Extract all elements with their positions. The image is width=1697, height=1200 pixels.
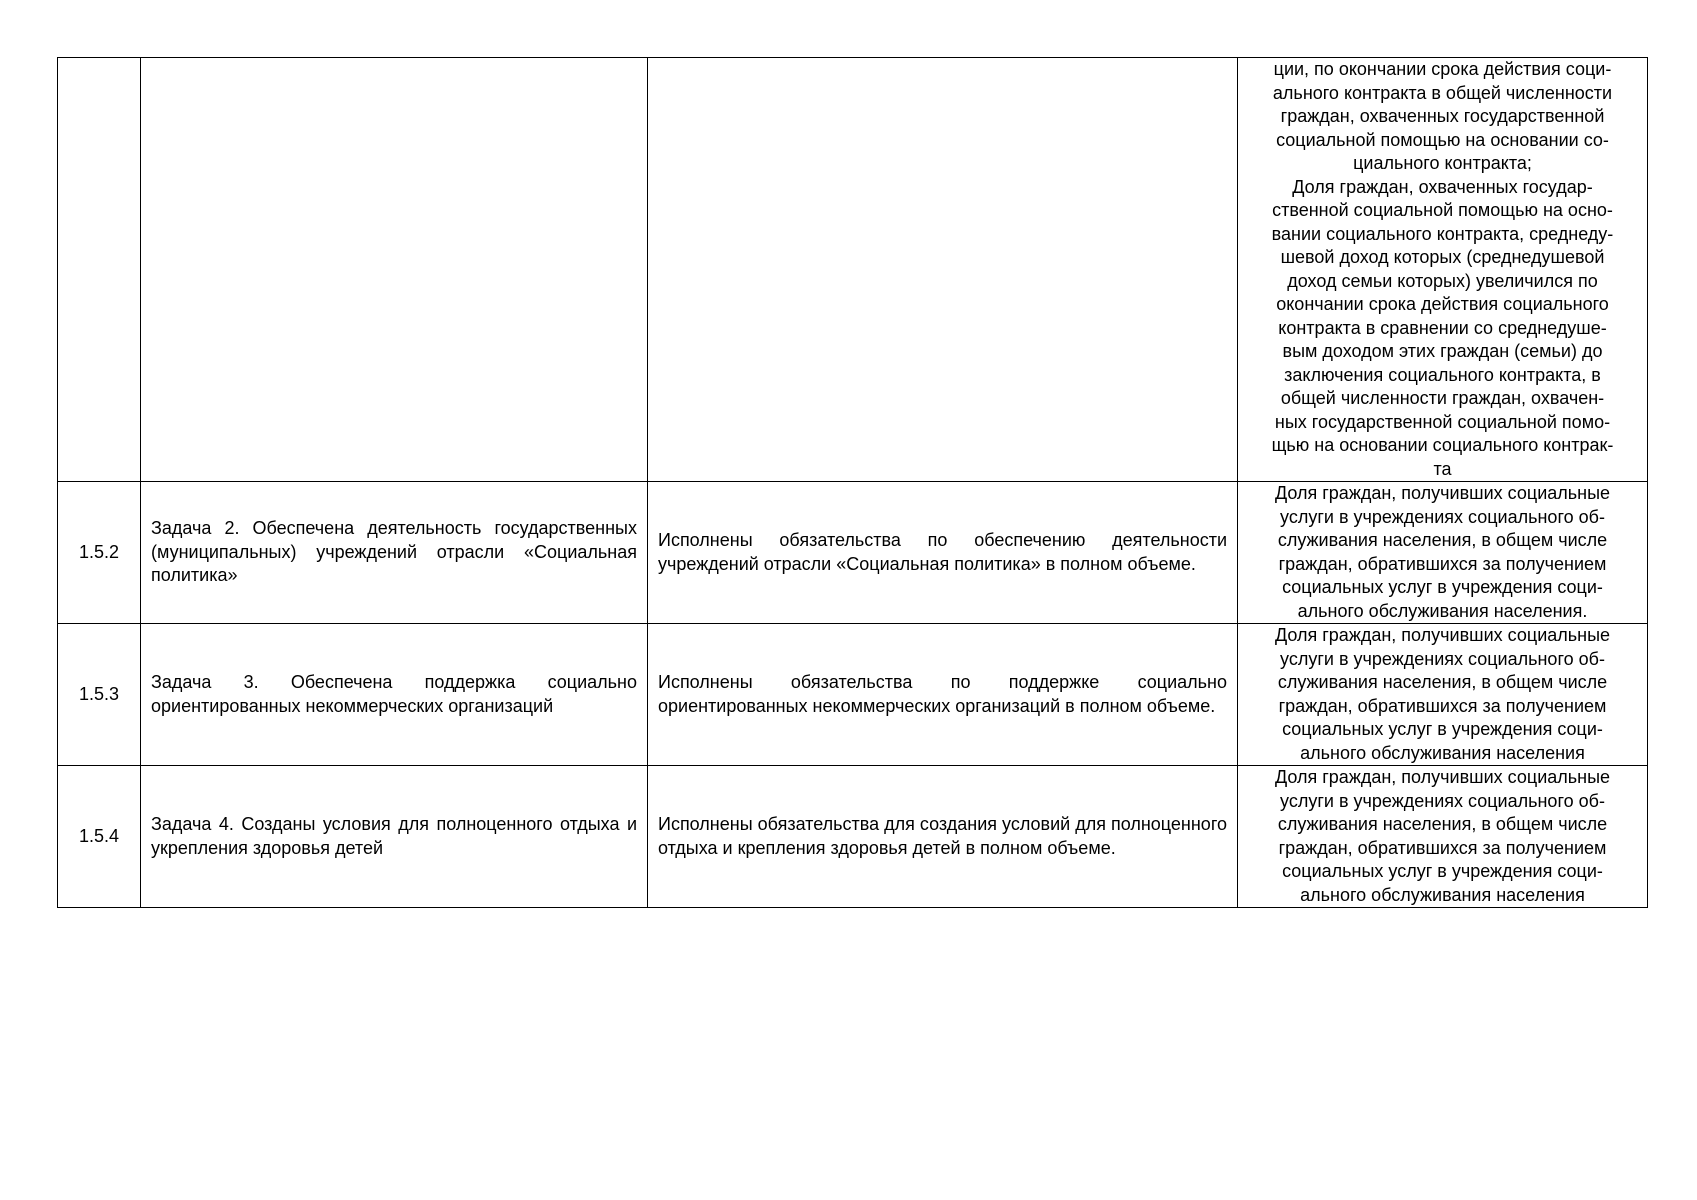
row-number: 1.5.3 — [58, 624, 141, 766]
indicator-line: ции, по окончании срока действия соци- — [1273, 59, 1612, 79]
result-cell: Исполнены обязательства по обеспечению деятельности учреждений отрасли «Социальная политика» в полном объеме. — [648, 482, 1238, 624]
result-cell: Исполнены обязательства для создания условий для полноценного отдыха и крепления здоровья детей в полном объеме. — [648, 766, 1238, 908]
task-cell: Задача 3. Обеспечена поддержка социально ориентированных некоммерческих организаций — [141, 624, 648, 766]
indicator-line: граждан, обратившихся за получением — [1278, 837, 1607, 858]
indicator-line: ных государственной социальной помо- — [1274, 411, 1611, 432]
indicator-line: услуги в учреждениях социального об- — [1280, 648, 1605, 669]
indicator-line: услуги в учреждениях социального об- — [1280, 790, 1605, 811]
indicator-line: окончании срока действия социального — [1276, 294, 1609, 314]
table-row — [58, 624, 1648, 766]
indicator-line: ального контракта в общей численности — [1272, 82, 1613, 103]
result-cell — [648, 58, 1238, 482]
indicator-line: ального обслуживания населения. — [1297, 600, 1588, 621]
table-row — [58, 482, 1648, 624]
task-cell: Задача 4. Созданы условия для полноценного отдыха и укрепления здоровья детей — [141, 766, 648, 908]
indicator-line: ального обслуживания населения — [1300, 884, 1585, 905]
table-row — [58, 58, 1648, 482]
indicator-line: социальных услуг в учреждения соци- — [1282, 861, 1603, 881]
indicator-line: циального контракта; — [1353, 153, 1532, 173]
indicator-line: щью на основании социального контрак- — [1271, 435, 1614, 455]
indicator-line: Доля граждан, охваченных государ- — [1292, 176, 1593, 197]
indicator-line: Доля граждан, получивших социальные — [1274, 483, 1611, 503]
indicator-cell — [1238, 766, 1648, 908]
indicator-line: общей численности граждан, охвачен- — [1280, 388, 1605, 408]
indicator-line: вании социального контракта, среднеду- — [1271, 223, 1614, 244]
indicator-cell — [1238, 58, 1648, 482]
indicator-line: ственной социальной помощью на осно- — [1272, 200, 1613, 220]
indicator-cell — [1238, 482, 1648, 624]
indicator-line: Доля граждан, получивших социальные — [1274, 767, 1611, 787]
indicator-line: граждан, обратившихся за получением — [1278, 695, 1607, 716]
indicator-line: служивания населения, в общем числе — [1277, 814, 1608, 834]
indicator-line: заключения социального контракта, в — [1284, 364, 1601, 385]
indicator-cell — [1238, 624, 1648, 766]
indicator-line: ального обслуживания населения — [1300, 742, 1585, 763]
indicator-line: социальных услуг в учреждения соци- — [1282, 577, 1603, 597]
indicator-line: Доля граждан, получивших социальные — [1274, 625, 1611, 645]
indicator-line: граждан, обратившихся за получением — [1278, 553, 1607, 574]
row-number: 1.5.4 — [58, 766, 141, 908]
table-row — [58, 766, 1648, 908]
row-number — [58, 58, 141, 482]
task-cell — [141, 58, 648, 482]
indicator-line: социальных услуг в учреждения соци- — [1282, 719, 1603, 739]
indicator-line: вым доходом этих граждан (семьи) до — [1282, 341, 1603, 361]
indicator-line: контракта в сравнении со среднедуше- — [1278, 317, 1607, 338]
program-table — [57, 57, 1648, 908]
indicator-line: социальной помощью на основании со- — [1276, 129, 1609, 150]
row-number: 1.5.2 — [58, 482, 141, 624]
indicator-line: служивания населения, в общем числе — [1277, 672, 1608, 692]
indicator-line: та — [1433, 458, 1452, 479]
indicator-line: доход семьи которых) увеличился по — [1287, 270, 1598, 291]
indicator-line: граждан, охваченных государственной — [1280, 106, 1605, 126]
result-cell: Исполнены обязательства по поддержке социально ориентированных некоммерческих организаций в полном объеме. — [648, 624, 1238, 766]
task-cell: Задача 2. Обеспечена деятельность государственных (муниципальных) учреждений отрасли «Социальная политика» — [141, 482, 648, 624]
indicator-line: служивания населения, в общем числе — [1277, 530, 1608, 550]
indicator-line: шевой доход которых (среднедушевой — [1280, 247, 1605, 267]
indicator-line: услуги в учреждениях социального об- — [1280, 506, 1605, 527]
